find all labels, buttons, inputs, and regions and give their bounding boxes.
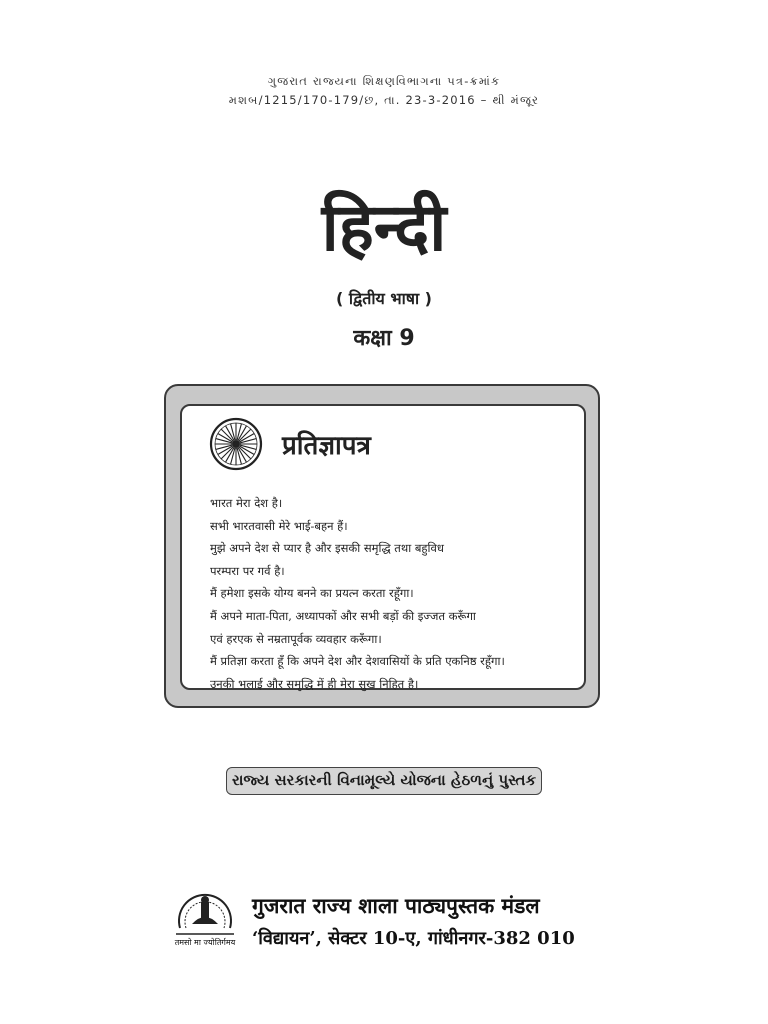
publisher-address: ‘विद्यायन’, सेक्टर 10-ए, गांधीनगर-382 010: [252, 928, 575, 949]
pledge-line: भारत मेरा देश है।: [210, 496, 283, 510]
pledge-line: मैं प्रतिज्ञा करता हूँ कि अपने देश और देशवासियों के प्रति एकनिष्ठ रहूँगा।: [210, 654, 505, 669]
pledge-title: प्रतिज्ञापत्र: [282, 431, 371, 461]
pledge-line: उनकी भलाई और समृद्धि में ही मेरा सुख निहित है।: [210, 676, 419, 691]
pledge-line: मैं अपने माता-पिता, अध्यापकों और सभी बड़ों की इज्जत करूँगा: [210, 608, 476, 623]
pledge-line: एवं हरएक से नम्रतापूर्वक व्यवहार करूँगा।: [210, 631, 382, 646]
book-title: हिन्दी: [321, 188, 447, 266]
seal-motto: तमसो मा ज्योतिर्गमय: [174, 938, 236, 947]
approval-notice: [0, 72, 768, 110]
board-seal-logo: [170, 888, 240, 950]
pledge-frame: [164, 384, 600, 708]
pledge-line: परम्परा पर गर्व है।: [210, 563, 285, 578]
book-subtitle: ( द्वितीय भाषा ): [335, 289, 432, 308]
pledge-line: मुझे अपने देश से प्यार है और इसकी समृद्धि तथा बहुविध: [210, 541, 444, 556]
approval-line-2: મશબ/1215/170-179/છ, તા. 23-3-2016 – થી મંજૂર: [228, 93, 540, 107]
class-label: कक्षा 9: [353, 326, 415, 351]
free-book-label: રાજ્ય સરકારની વિનામૂલ્યે યોજના હેઠળનું પુસ્તક: [226, 767, 542, 795]
approval-line-1: ગુજરાત રાજ્યના શિક્ષણવિભાગના પત્ર-ક્રમાંક: [267, 74, 501, 88]
pledge-line: मैं हमेशा इसके योग्य बनने का प्रयत्न करता रहूँगा।: [210, 586, 414, 601]
pledge-text: [210, 492, 590, 695]
pledge-line: सभी भारतवासी मेरे भाई-बहन हैं।: [210, 518, 348, 533]
pledge-card: [180, 404, 586, 690]
publisher-name: गुजरात राज्य शाला पाठ्यपुस्तक मंडल: [252, 893, 540, 918]
ashoka-chakra-icon: [209, 417, 263, 471]
